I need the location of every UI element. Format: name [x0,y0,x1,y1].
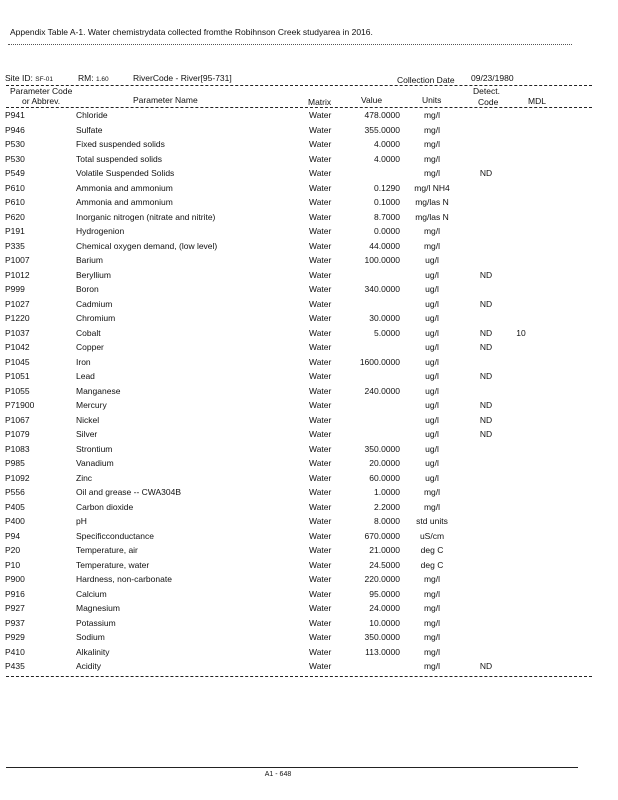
units-cell: ug/l [425,284,439,294]
matrix-cell: Water [309,240,332,251]
matrix-cell: Water [309,530,332,541]
units-cell: ug/l [425,443,439,454]
table-row [0,371,618,385]
table-row [0,313,618,327]
units-cell: ug/l [425,255,439,265]
header-param-abbrev: or Abbrev. [22,96,61,106]
table-row [0,197,618,211]
matrix-cell: Water [309,313,332,323]
param-name-cell: Chemical oxygen demand, (low level) [76,240,218,251]
detect-code-cell: ND [479,661,493,671]
units-cell: mg/l [423,226,441,236]
value-cell: 1.0000 [374,487,400,497]
units-cell: ug/l [425,472,439,483]
param-code-cell: P985 [5,458,25,468]
param-code-cell: P1067 [5,414,30,425]
param-name-cell: Magnesium [76,603,120,613]
table-row [0,458,618,472]
matrix-cell: Water [309,168,332,178]
param-code-cell: P191 [5,226,25,236]
detect-code-cell: ND [479,269,493,280]
header-param-name: Parameter Name [133,95,198,105]
param-name-cell: Total suspended solids [76,153,163,164]
param-name-cell: Temperature, air [76,545,138,555]
param-code-cell: P1045 [5,356,30,367]
table-row [0,545,618,559]
param-name-cell: Mercury [76,400,107,410]
value-cell: 60.0000 [369,472,400,483]
param-code-cell: P410 [5,646,25,657]
param-code-cell: P1042 [5,342,30,352]
param-code-cell: P1037 [5,327,30,338]
matrix-cell: Water [309,501,332,512]
site-id [5,73,53,83]
value-cell: 1600.0000 [359,356,400,367]
param-name-cell: Fixed suspended solids [76,139,165,149]
param-name-cell: Silver [76,429,98,439]
units-cell: ug/l [425,414,439,425]
value-cell: 21.0000 [369,545,400,555]
param-code-cell: P405 [5,501,25,512]
table-row [0,516,618,530]
param-name-cell: Carbon dioxide [76,501,134,512]
param-name-cell: Zinc [76,472,93,483]
matrix-cell: Water [309,516,332,526]
param-code-cell: P1220 [5,313,30,323]
param-code-cell: P610 [5,182,25,193]
table-row [0,212,618,226]
units-cell: deg C [420,545,444,555]
value-cell: 2.2000 [374,501,400,512]
param-code-cell: P900 [5,574,25,584]
value-cell: 100.0000 [364,255,400,265]
table-row [0,183,618,197]
param-code-cell: P1092 [5,472,30,483]
matrix-cell: Water [309,110,332,120]
site-id-label: Site ID: [5,73,33,83]
value-cell: 30.0000 [369,313,400,323]
param-code-cell: P1083 [5,443,30,454]
value-cell: 44.0000 [369,240,400,251]
matrix-cell: Water [309,342,332,352]
table-row [0,284,618,298]
table-row [0,618,618,632]
param-code-cell: P929 [5,632,25,642]
units-cell: ug/l [425,327,439,338]
matrix-cell: Water [309,545,332,555]
collection-date-value: 09/23/1980 [471,73,514,83]
matrix-cell: Water [309,443,332,454]
units-cell: mg/l [423,603,441,613]
site-id-value: SF-01 [35,76,53,83]
table-row [0,400,618,414]
table-row [0,531,618,545]
table-row [0,632,618,646]
param-code-cell: P400 [5,516,25,526]
units-cell: mg/l [423,661,441,671]
units-cell: mg/l [423,646,441,657]
matrix-cell: Water [309,588,332,599]
matrix-cell: Water [309,603,332,613]
title-divider [8,44,572,45]
units-cell: std units [416,516,448,526]
table-row [0,415,618,429]
detect-code-cell: ND [479,371,493,381]
units-cell: mg/l [423,617,441,628]
param-name-cell: Hardness, non-carbonate [76,574,172,584]
units-cell: ug/l [425,356,439,367]
detect-code-cell: ND [479,342,493,352]
param-name-cell: Manganese [76,385,121,396]
table-row [0,589,618,603]
param-name-cell: Calcium [76,588,107,599]
matrix-cell: Water [309,327,332,338]
param-name-cell: Lead [76,371,95,381]
value-cell: 355.0000 [364,124,400,135]
param-code-cell: P946 [5,124,25,135]
param-name-cell: Potassium [76,617,116,628]
param-name-cell: Acidity [76,661,102,671]
units-cell: ug/l [425,400,439,410]
value-cell: 10.0000 [369,617,400,628]
table-row [0,110,618,124]
table-row [0,342,618,356]
units-cell: deg C [420,559,444,570]
units-cell: ug/l [425,429,439,439]
param-name-cell: Barium [76,255,103,265]
matrix-cell: Water [309,269,332,280]
table-row [0,502,618,516]
collection-date-label: Collection Date [397,75,455,85]
rm-label: RM: [78,73,94,83]
param-code-cell: P941 [5,110,25,120]
param-name-cell: Vanadium [76,458,114,468]
value-cell: 4.0000 [374,153,400,164]
detect-code-cell: ND [479,400,493,410]
table-row [0,574,618,588]
units-cell: mg/l [423,240,441,251]
table-row [0,168,618,182]
value-cell: 5.0000 [374,327,400,338]
matrix-cell: Water [309,139,332,149]
table-row [0,444,618,458]
param-code-cell: P530 [5,153,25,164]
matrix-cell: Water [309,487,332,497]
header-bottom-rule [6,107,592,108]
param-code-cell: P549 [5,168,25,178]
units-cell: ug/l [425,371,439,381]
river-mile [78,73,109,83]
units-cell: ug/l [425,342,439,352]
param-code-cell: P71900 [5,400,35,410]
value-cell: 350.0000 [364,632,400,642]
param-name-cell: Specificconductance [76,530,154,541]
param-name-cell: Temperature, water [76,559,150,570]
matrix-cell: Water [309,182,332,193]
units-cell: mg/l [423,124,441,135]
matrix-cell: Water [309,632,332,642]
value-cell: 8.0000 [374,516,400,526]
matrix-cell: Water [309,226,332,236]
matrix-cell: Water [309,298,332,309]
value-cell: 20.0000 [369,458,400,468]
value-cell: 0.1000 [374,197,400,207]
header-matrix: Matrix [308,97,332,107]
river-code: RiverCode - River[95-731] [133,73,232,83]
table-row [0,328,618,342]
units-cell: mg/l [423,501,441,512]
units-cell: ug/l [425,269,439,280]
matrix-cell: Water [309,574,332,584]
header-units: Units [422,95,442,105]
param-code-cell: P1027 [5,298,30,309]
param-name-cell: Chromium [76,313,116,323]
table-row [0,299,618,313]
value-cell: 113.0000 [365,646,400,657]
value-cell: 24.5000 [369,559,400,570]
detect-code-cell: ND [479,298,493,309]
param-name-cell: Volatile Suspended Solids [76,168,175,178]
value-cell: 8.7000 [374,211,400,222]
param-code-cell: P556 [5,487,25,497]
param-name-cell: Ammonia and ammonium [76,197,173,207]
matrix-cell: Water [309,661,332,671]
value-cell: 0.1290 [374,182,400,193]
matrix-cell: Water [309,646,332,657]
header-top-rule [6,85,592,86]
table-row [0,661,618,675]
detect-code-cell: ND [479,414,493,425]
table-row [0,386,618,400]
param-code-cell: P335 [5,240,25,251]
param-name-cell: Ammonia and ammonium [76,182,173,193]
table-row [0,487,618,501]
table-row [0,357,618,371]
param-code-cell: P435 [5,661,25,671]
detect-code-cell: ND [479,327,493,338]
footer-rule [6,767,578,768]
param-code-cell: P20 [5,545,21,555]
param-name-cell: Strontium [76,443,113,454]
param-code-cell: P94 [5,530,21,541]
table-row [0,603,618,617]
param-code-cell: P927 [5,603,25,613]
param-name-cell: Chloride [76,110,108,120]
matrix-cell: Water [309,197,332,207]
param-code-cell: P1079 [5,429,30,439]
param-name-cell: Beryllium [76,269,111,280]
units-cell: uS/cm [419,530,445,541]
value-cell: 0.0000 [374,226,400,236]
table-row [0,560,618,574]
table-title: Appendix Table A-1. Water chemistrydata collected fromthe Robihnson Creek studyarea in 2016. [10,27,373,37]
param-code-cell: P1055 [5,385,30,396]
value-cell: 4.0000 [374,139,400,149]
param-code-cell: P10 [5,559,21,570]
matrix-cell: Water [309,284,332,294]
units-cell: mg/l [423,139,441,149]
units-cell: ug/l [425,298,439,309]
value-cell: 24.0000 [369,603,400,613]
header-detect: Detect. [473,86,500,96]
detect-code-cell: ND [479,429,493,439]
matrix-cell: Water [309,356,332,367]
param-name-cell: Copper [76,342,104,352]
value-cell: 350.0000 [364,443,400,454]
param-name-cell: Cobalt [76,327,101,338]
value-cell: 95.0000 [369,588,400,599]
header-mdl: MDL [528,96,546,106]
param-name-cell: Alkalinity [76,646,110,657]
param-code-cell: P530 [5,139,25,149]
value-cell: 220.0000 [364,574,400,584]
param-code-cell: P1051 [5,371,30,381]
matrix-cell: Water [309,458,332,468]
units-cell: mg/l [423,110,441,120]
param-name-cell: Hydrogenion [76,226,125,236]
param-code-cell: P916 [5,588,25,599]
matrix-cell: Water [309,400,332,410]
param-name-cell: Cadmium [76,298,113,309]
matrix-cell: Water [309,124,332,135]
matrix-cell: Water [309,429,332,439]
table-row [0,270,618,284]
param-name-cell: Sulfate [76,124,103,135]
units-cell: mg/l [423,574,441,584]
value-cell: 670.0000 [364,530,400,541]
units-cell: mg/l [423,588,441,599]
matrix-cell: Water [309,472,332,483]
rm-value: 1.60 [95,76,109,83]
table-row [0,139,618,153]
matrix-cell: Water [309,559,332,570]
matrix-cell: Water [309,211,332,222]
table-row [0,226,618,240]
param-code-cell: P610 [5,197,25,207]
header-param-code: Parameter Code [10,86,73,96]
param-name-cell: Iron [76,356,91,367]
matrix-cell: Water [309,371,332,381]
table-row [0,154,618,168]
param-code-cell: P620 [5,211,25,222]
units-cell: mg/l [423,168,441,178]
mdl-cell: 10 [516,327,526,338]
param-name-cell: Sodium [76,632,105,642]
param-code-cell: P937 [5,617,25,628]
param-name-cell: Oil and grease -- CWA304B [76,487,182,497]
table-row [0,255,618,269]
page-footer: A1 - 648 [264,771,292,778]
param-code-cell: P999 [5,284,25,294]
table-bottom-rule [6,676,592,677]
header-value: Value [361,95,383,105]
param-name-cell: Nickel [76,414,100,425]
param-name-cell: pH [76,516,87,526]
detect-code-cell: ND [479,168,493,178]
param-code-cell: P1012 [5,269,30,280]
units-cell: mg/las N [415,197,449,207]
units-cell: ug/l [425,458,439,468]
value-cell: 478.0000 [364,110,400,120]
units-cell: mg/l [423,632,441,642]
units-cell: mg/l [423,153,441,164]
units-cell: mg/l [423,487,441,497]
value-cell: 340.0000 [364,284,400,294]
units-cell: mg/las N [415,211,449,222]
header-detect-code: Code [478,97,499,107]
value-cell: 240.0000 [364,385,400,396]
param-name-cell: Boron [76,284,99,294]
units-cell: mg/l NH4 [414,182,450,193]
param-code-cell: P1007 [5,255,30,265]
table-row [0,429,618,443]
matrix-cell: Water [309,617,332,628]
units-cell: ug/l [425,385,439,396]
units-cell: ug/l [425,313,439,323]
param-name-cell: Inorganic nitrogen (nitrate and nitrite) [76,211,216,222]
matrix-cell: Water [309,385,332,396]
table-row [0,473,618,487]
matrix-cell: Water [309,414,332,425]
matrix-cell: Water [309,255,332,265]
table-row [0,647,618,661]
matrix-cell: Water [309,153,332,164]
table-row [0,125,618,139]
table-row [0,241,618,255]
